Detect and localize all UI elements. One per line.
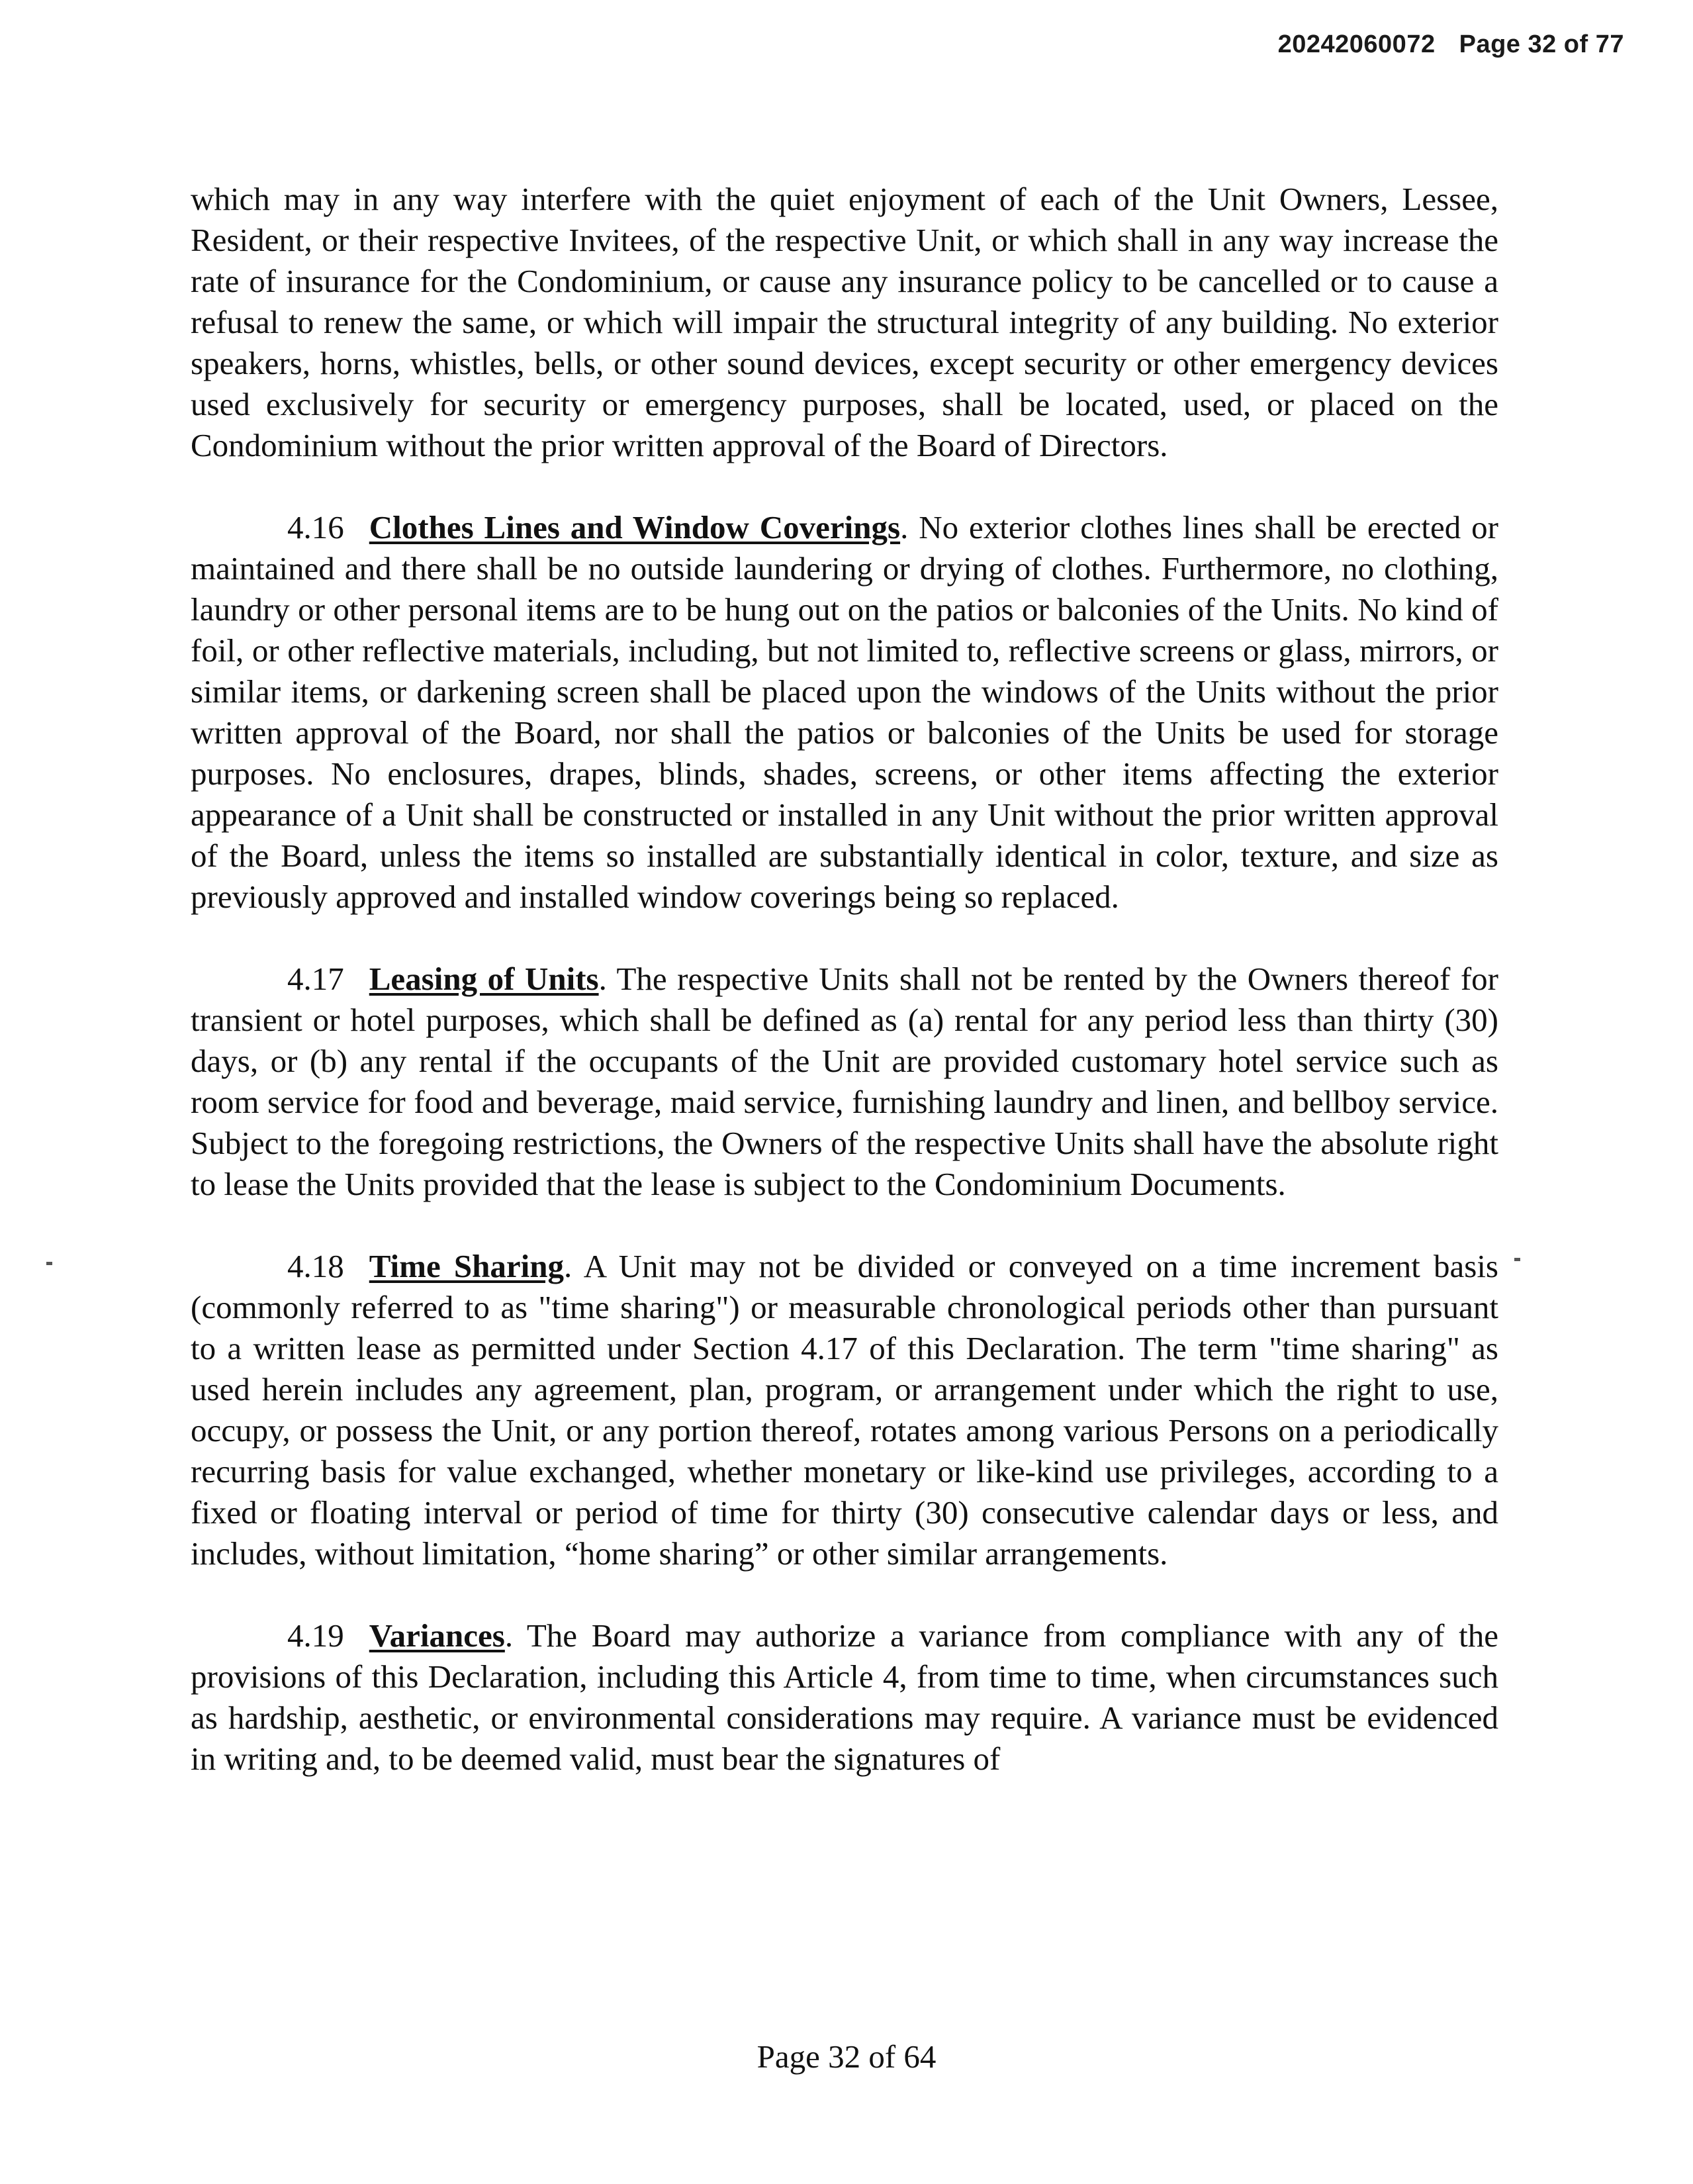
section-body: . The respective Units shall not be rented by the Owners thereof for transient or hotel purposes, which shall be defined as (a) rental for any period less than thirty (30) days, or (b) any rental if the occupants of the Unit are provided customary hotel service such as room service for food and beverage, maid service, furnishing laundry and linen, and bellboy service. Subject to the foregoing restrictions, the Owners of the respective Units shall have the absolute right to lease the Units provided that the lease is subject to the Condominium Documents. — [191, 961, 1498, 1202]
document-body — [191, 179, 1498, 1780]
section-heading: Clothes Lines and Window Coverings — [369, 509, 901, 546]
section-heading: Time Sharing — [369, 1248, 565, 1284]
section-body: . The Board may authorize a variance from compliance with any of the provisions of this Declaration, including this Article 4, from time to time, when circumstances such as hardship, aesthetic, or environmental considerations may require. A variance must be evidenced in writing and, to be deemed valid, must bear the signatures of — [191, 1617, 1498, 1777]
section-4-17 — [191, 959, 1498, 1205]
scan-artifact-right — [1514, 1258, 1520, 1261]
section-number: 4.19 — [287, 1617, 344, 1654]
section-body: . A Unit may not be divided or conveyed on a time increment basis (commonly referred to as "time sharing") or measurable chronological periods other than pursuant to a written lease as permitted under Section 4.17 of this Declaration. The term "time sharing" as used herein includes any agreement, plan, program, or arrangement under which the right to use, occupy, or possess the Unit, or any portion thereof, rotates among various Persons on a periodically recurring basis for value exchanged, whether monetary or like-kind use privileges, according to a fixed or floating interval or period of time for thirty (30) consecutive calendar days or less, and includes, without limitation, “home sharing” or other similar arrangements. — [191, 1248, 1498, 1572]
section-4-16 — [191, 507, 1498, 918]
section-number: 4.16 — [287, 509, 344, 546]
section-4-18 — [191, 1246, 1498, 1574]
section-4-19 — [191, 1615, 1498, 1780]
section-number: 4.17 — [287, 961, 344, 997]
continuation-paragraph: which may in any way interfere with the quiet enjoyment of each of the Unit Owners, Lessee, Resident, or their respective Invitees, of the respective Unit, or which shall in any way increase the rate of insurance for the Condominium, or cause any insurance policy to be cancelled or to cause a refusal to renew the same, or which will impair the structural integrity of any building. No exterior speakers, horns, whistles, bells, or other sound devices, except security or other emergency devices used exclusively for security or emergency purposes, shall be located, used, or placed on the Condominium without the prior written approval of the Board of Directors. — [191, 181, 1498, 463]
scan-artifact-left — [46, 1262, 52, 1265]
section-heading: Leasing of Units — [369, 961, 599, 997]
section-heading: Variances — [369, 1617, 505, 1654]
page-footer: Page 32 of 64 — [756, 2038, 937, 2075]
section-number: 4.18 — [287, 1248, 344, 1284]
document-number: 20242060072 — [1277, 30, 1436, 58]
recording-page-count: Page 32 of 77 — [1459, 30, 1624, 58]
section-body: . No exterior clothes lines shall be erected or maintained and there shall be no outside laundering or drying of clothes. Furthermore, no clothing, laundry or other personal items are to be hung out on the patios or balconies of the Units. No kind of foil, or other reflective materials, including, but not limited to, reflective screens or glass, mirrors, or similar items, or darkening screen shall be placed upon the windows of the Units without the prior written approval of the Board, nor shall the patios or balconies of the Units be used for storage purposes. No enclosures, drapes, blinds, shades, screens, or other items affecting the exterior appearance of a Unit shall be constructed or installed in any Unit without the prior written approval of the Board, unless the items so installed are substantially identical in color, texture, and size as previously approved and installed window coverings being so replaced. — [191, 509, 1498, 915]
recording-stamp — [1278, 30, 1624, 59]
